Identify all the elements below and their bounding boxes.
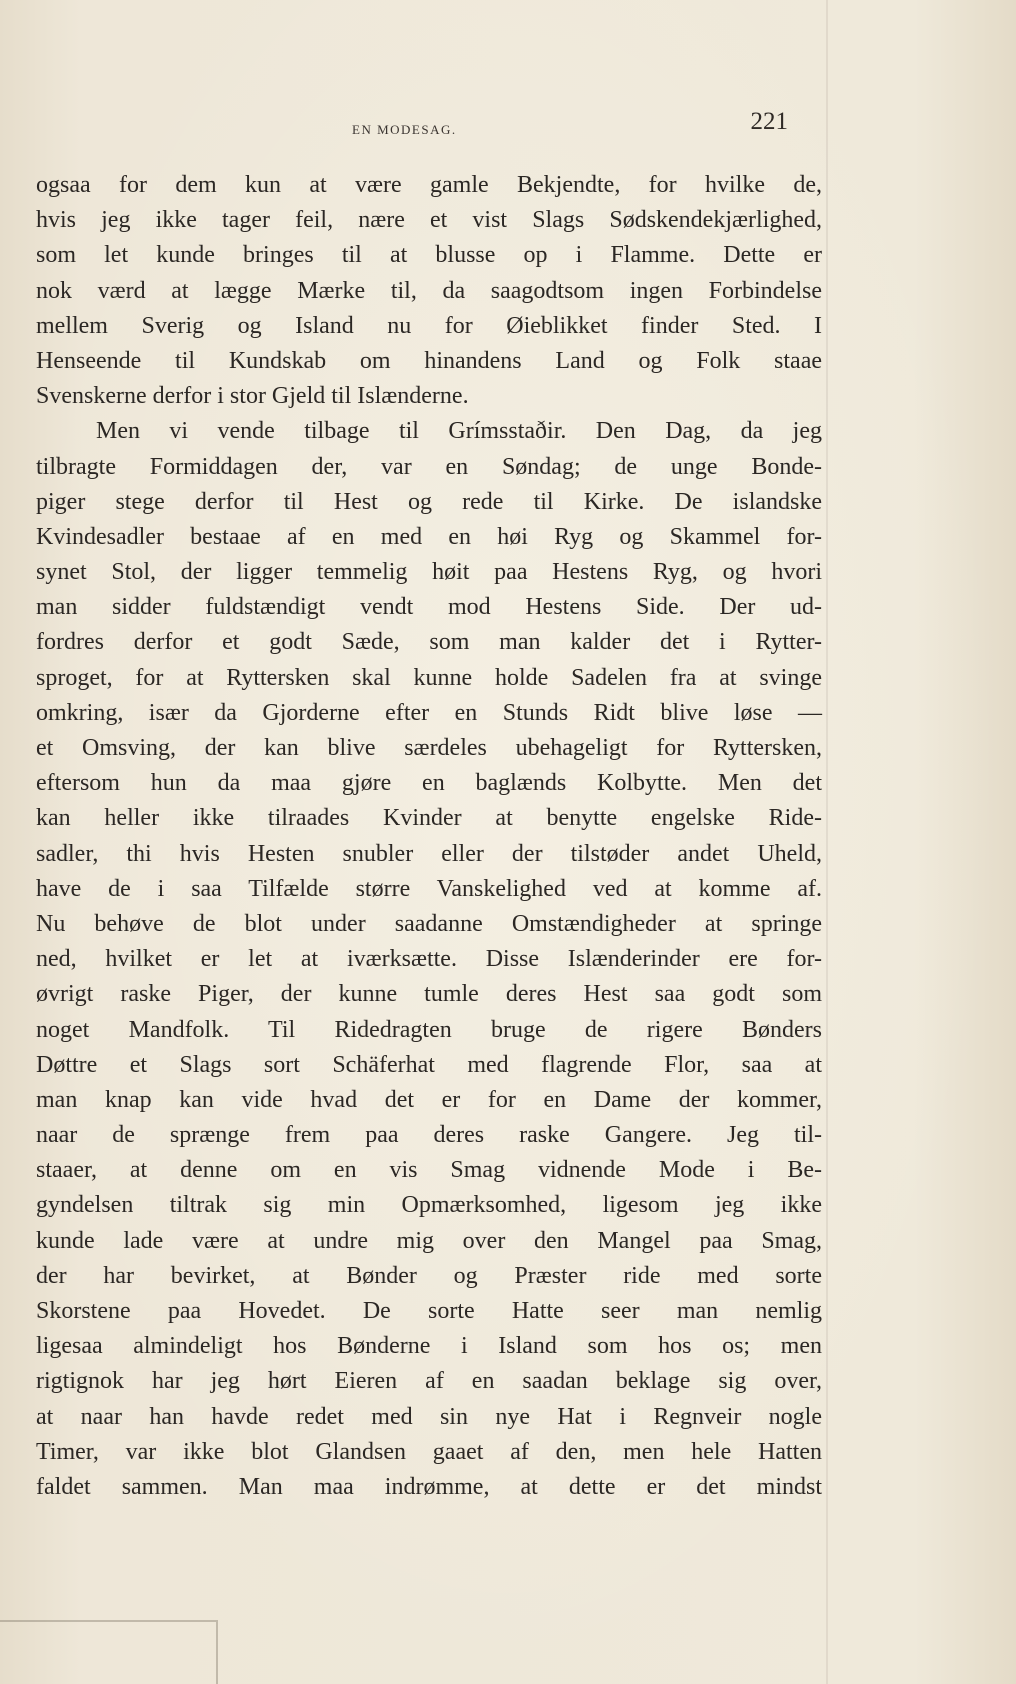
text-line: sproget, for at Ryttersken skal kunne holde Sadelen fra at svinge: [36, 664, 822, 691]
text-line: Kvindesadler bestaae af en med en høi Ryg og Skammel for-: [36, 523, 822, 550]
running-head: EN MODESAG.: [352, 122, 457, 137]
text-line: omkring, især da Gjorderne efter en Stunds Ridt blive løse —: [36, 699, 822, 726]
text-line: synet Stol, der ligger temmelig høit paa Hestens Ryg, og hvori: [36, 559, 822, 586]
text-line: der har bevirket, at Bønder og Præster ride med sorte: [36, 1262, 822, 1289]
text-line: ligesaa almindeligt hos Bønderne i Island som hos os; men: [36, 1333, 822, 1360]
text-line: Svenskerne derfor i stor Gjeld til Islænderne.: [36, 383, 469, 410]
scan-corner-mark: [0, 1620, 218, 1684]
text-line: faldet sammen. Man maa indrømme, at dette er det mindst: [36, 1473, 822, 1500]
text-line: staaer, at denne om en vis Smag vidnende Mode i Be-: [36, 1157, 822, 1184]
text-line: man sidder fuldstændigt vendt mod Hestens Side. Der ud-: [36, 594, 822, 621]
text-line: man knap kan vide hvad det er for en Dame der kommer,: [36, 1086, 822, 1113]
text-line: noget Mandfolk. Til Ridedragten bruge de rigere Bønders: [36, 1016, 822, 1043]
text-line: Men vi vende tilbage til Grímsstaðir. Den Dag, da jeg: [96, 418, 822, 445]
text-line: have de i saa Tilfælde større Vanskelighed ved at komme af.: [36, 875, 822, 902]
text-line: fordres derfor et godt Sæde, som man kalder det i Rytter-: [36, 629, 822, 656]
body-text: [36, 168, 822, 1505]
text-line: piger stege derfor til Hest og rede til Kirke. De islandske: [36, 488, 822, 515]
text-line: som let kunde bringes til at blusse op i Flamme. Dette er: [36, 242, 822, 269]
text-line: øvrigt raske Piger, der kunne tumle deres Hest saa godt som: [36, 981, 822, 1008]
text-line: et Omsving, der kan blive særdeles ubehageligt for Ryttersken,: [36, 735, 822, 761]
text-line: Nu behøve de blot under saadanne Omstændigheder at springe: [36, 910, 822, 937]
page-number: 221: [750, 108, 788, 135]
text-line: Døttre et Slags sort Schäferhat med flagrende Flor, saa at: [36, 1051, 822, 1078]
text-line: kan heller ikke tilraades Kvinder at benytte engelske Ride-: [36, 805, 822, 832]
text-line: hvis jeg ikke tager feil, nære et vist Slags Sødskendekjærlighed,: [36, 207, 822, 234]
text-line: ogsaa for dem kun at være gamle Bekjendte, for hvilke de,: [36, 172, 822, 198]
text-line: gyndelsen tiltrak sig min Opmærksomhed, ligesom jeg ikke: [36, 1192, 822, 1219]
page-header: [36, 108, 788, 144]
text-line: at naar han havde redet med sin nye Hat i Regnveir nogle: [36, 1403, 822, 1430]
text-line: eftersom hun da maa gjøre en baglænds Kolbytte. Men det: [36, 770, 822, 797]
text-line: Skorstene paa Hovedet. De sorte Hatte seer man nemlig: [36, 1298, 822, 1324]
text-line: nok værd at lægge Mærke til, da saagodtsom ingen Forbindelse: [36, 277, 822, 304]
text-line: tilbragte Formiddagen der, var en Søndag; de unge Bonde-: [36, 453, 822, 480]
text-line: naar de sprænge frem paa deres raske Gangere. Jeg til-: [36, 1122, 822, 1149]
text-line: ned, hvilket er let at iværksætte. Disse Islænderinder ere for-: [36, 946, 822, 973]
text-line: sadler, thi hvis Hesten snubler eller der tilstøder andet Uheld,: [36, 840, 822, 867]
text-line: Henseende til Kundskab om hinandens Land og Folk staae: [36, 347, 822, 374]
text-line: rigtignok har jeg hørt Eieren af en saadan beklage sig over,: [36, 1368, 822, 1395]
text-line: kunde lade være at undre mig over den Mangel paa Smag,: [36, 1227, 822, 1254]
page-edge-shadow: [826, 0, 828, 1684]
text-line: Timer, var ikke blot Glandsen gaaet af den, men hele Hatten: [36, 1438, 822, 1465]
text-line: mellem Sverig og Island nu for Øieblikket finder Sted. I: [36, 312, 822, 339]
